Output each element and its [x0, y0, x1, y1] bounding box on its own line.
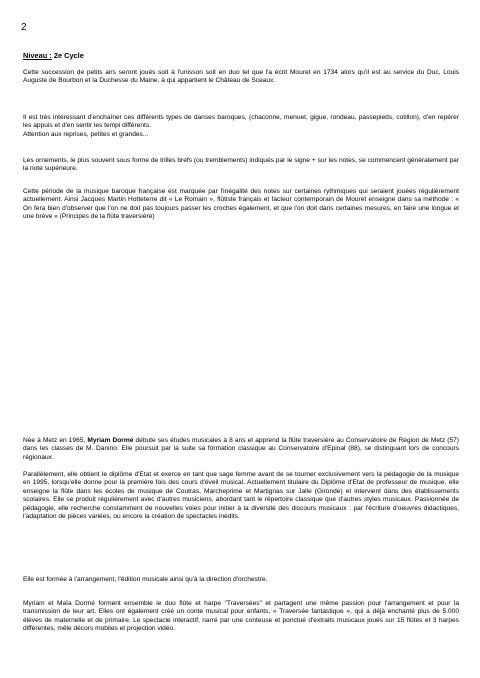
bio-intro-before: Née à Metz en 1965,	[23, 437, 86, 444]
level-heading	[23, 51, 459, 60]
intro-paragraph-2-line-1: Il est très intéressant d'enchaîner ces différents types de danses baroques, (chaconne, menuet, gigue, rondeau, passepieds, cotillon), d'en repérer les appuis et d'en sentir les tempi différents.	[23, 114, 459, 130]
intro-paragraph-1: Cette succession de petits airs seront joués soit à l'unisson soit en duo tel que l'a écrit Mouret en 1734 alors qu'il est au service du Duc, Louis Auguste de Bourbon et la Duchesse du Maine, à qui appartient le Château de Sceaux.	[23, 69, 459, 85]
intro-paragraph-4: Cette période de la musique baroque française est marquée par l'inégalité des notes sur certaines rythmiques qui seraient jouées régulièrement actuellement. Ainsi Jacques Martin Hotteterre dit « Le Romain », flûtiste français et facteur contemporain de Mouret enseigne dans sa méthode : « On fera bien d'observer que l'on ne doit pas toujours passer les croches également, et que l'on doit dans certaines mesures, en faire une longue et une brève » (Principes de la flûte traversière)	[23, 188, 459, 221]
bio-paragraph-3: Elle est formée à l'arrangement, l'édition musicale ainsi qu'à la direction d'orchestre.	[23, 576, 268, 583]
intro-paragraph-2-line-2: Attention aux reprises, petites et grandes...	[23, 130, 149, 138]
bio-intro-after: débute ses études musicales à 8 ans et apprend la flûte traversière au Conservatoire de Région de Metz (57) dans les classes de M. Danino. Elle poursuit par la suite sa formation classique au Conservatoire d'Epinal (88), se distinguant lors de concours régionaux.	[23, 437, 459, 461]
bio-paragraph-1	[23, 437, 459, 462]
page-number: 2	[21, 22, 27, 33]
bio-paragraph-4: Myriam et Maïa Dormé forment ensemble le duo flûte et harpe "Traversées" et partagent une même passion pour l'arrangement et pour la transmission de leur art. Elles ont également créé un conte musical pour enfants, « Traversée fantastique », qui a déjà enchanté plus de 5.000 élèves de maternelle et de primaire. Le spectacle interactif, narré par une conteuse et ponctué d'extraits musicaux joués sur 15 flûtes et 3 harpes différentes, mêle décors mobiles et projection vidéo.	[23, 600, 459, 633]
level-label: Niveau :	[23, 51, 52, 60]
level-value: 2e Cycle	[53, 51, 84, 60]
author-name: Myriam Dormé	[87, 437, 134, 444]
intro-paragraph-3: Les ornements, le plus souvent sous forme de trilles brefs (ou tremblements) indiqués par le signe + sur les notes, se commencent généralement par la note supérieure.	[23, 157, 459, 173]
intro-paragraph-2	[23, 114, 459, 139]
bio-paragraph-2: Parallèlement, elle obtient le diplôme d'Etat et exerce en tant que sage femme avant de se tourner exclusivement vers la pédagogie de la musique en 1995, lorsqu'elle donne pour la première fois des cours d'éveil musical. Actuellement titulaire du Diplôme d'Etat de professeur de musique, elle enseigne la flûte dans les écoles de musique de Coutras, Marcheprime et Martignas sur Jalle (Gironde) et intervient dans des établissements scolaires. Elle se produit régulièrement avec d'autres musiciens, abordant tant le répertoire classique que d'autres styles musicaux. Passionnée de pédagogie, elle recherche constamment de nouvelles voies pour initier à la diversité des discours musicaux : par l'écriture d'oeuvres didactiques, l'adaptation de pièces variées, ou encore la création de spectacles inédits.	[23, 471, 459, 521]
